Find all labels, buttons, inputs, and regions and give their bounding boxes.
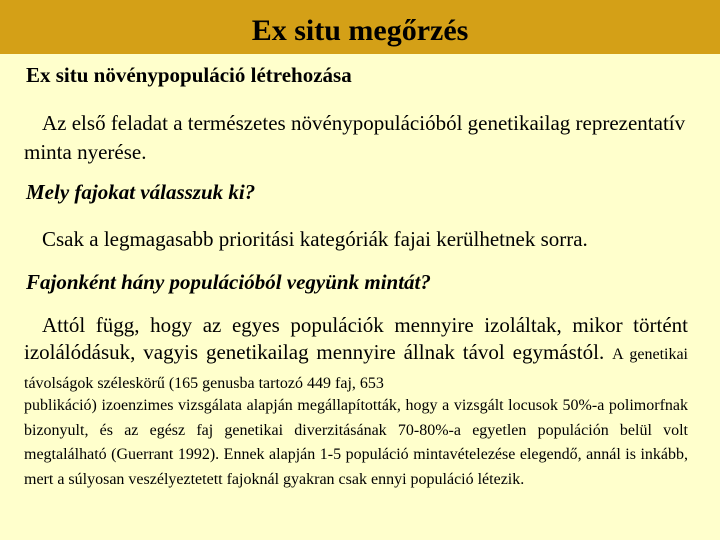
paragraph-3-small-start: A genetikai távolságok széleskörű (165 genusba tartozó 449 faj, 653 <box>24 346 689 392</box>
page-title: Ex situ megőrzés <box>251 14 469 47</box>
title-bar <box>0 0 720 54</box>
question-1: Mely fajokat válasszuk ki? <box>26 180 256 204</box>
paragraph-1-text: Az első feladat a természetes növénypopulációból genetikailag reprezentatív minta nyerése. <box>24 111 686 164</box>
paragraph-3-large-text: Attól függ, hogy az egyes populációk mennyire izoláltak, mikor történt izolálódásuk, vagyis genetikailag mennyire állnak távol egymástól. <box>24 313 688 364</box>
paragraph-2-text: Csak a legmagasabb prioritási kategóriák fajai kerülhetnek sorra. <box>42 227 588 251</box>
paragraph-3 <box>24 312 688 397</box>
paragraph-3-continued: publikáció) izoenzimes vizsgálata alapján megállapították, hogy a vizsgált locusok 50%-a polimorfnak bizonyult, és az egész faj genetikai diverzitásának 70-80%-a egyetlen populáción belül volt megtalálható (Guerrant 1992). Ennek alapján 1-5 populáció mintavételezése elegendő, annál is inkább, mert a súlyosan veszélyeztetett fajoknál gyakran csak ennyi populáció létezik. <box>24 397 688 488</box>
paragraph-1 <box>24 109 688 167</box>
paragraph-2 <box>24 225 688 254</box>
question-2: Fajonként hány populációból vegyünk mintát? <box>26 270 431 294</box>
subtitle: Ex situ növénypopuláció létrehozása <box>26 63 352 87</box>
